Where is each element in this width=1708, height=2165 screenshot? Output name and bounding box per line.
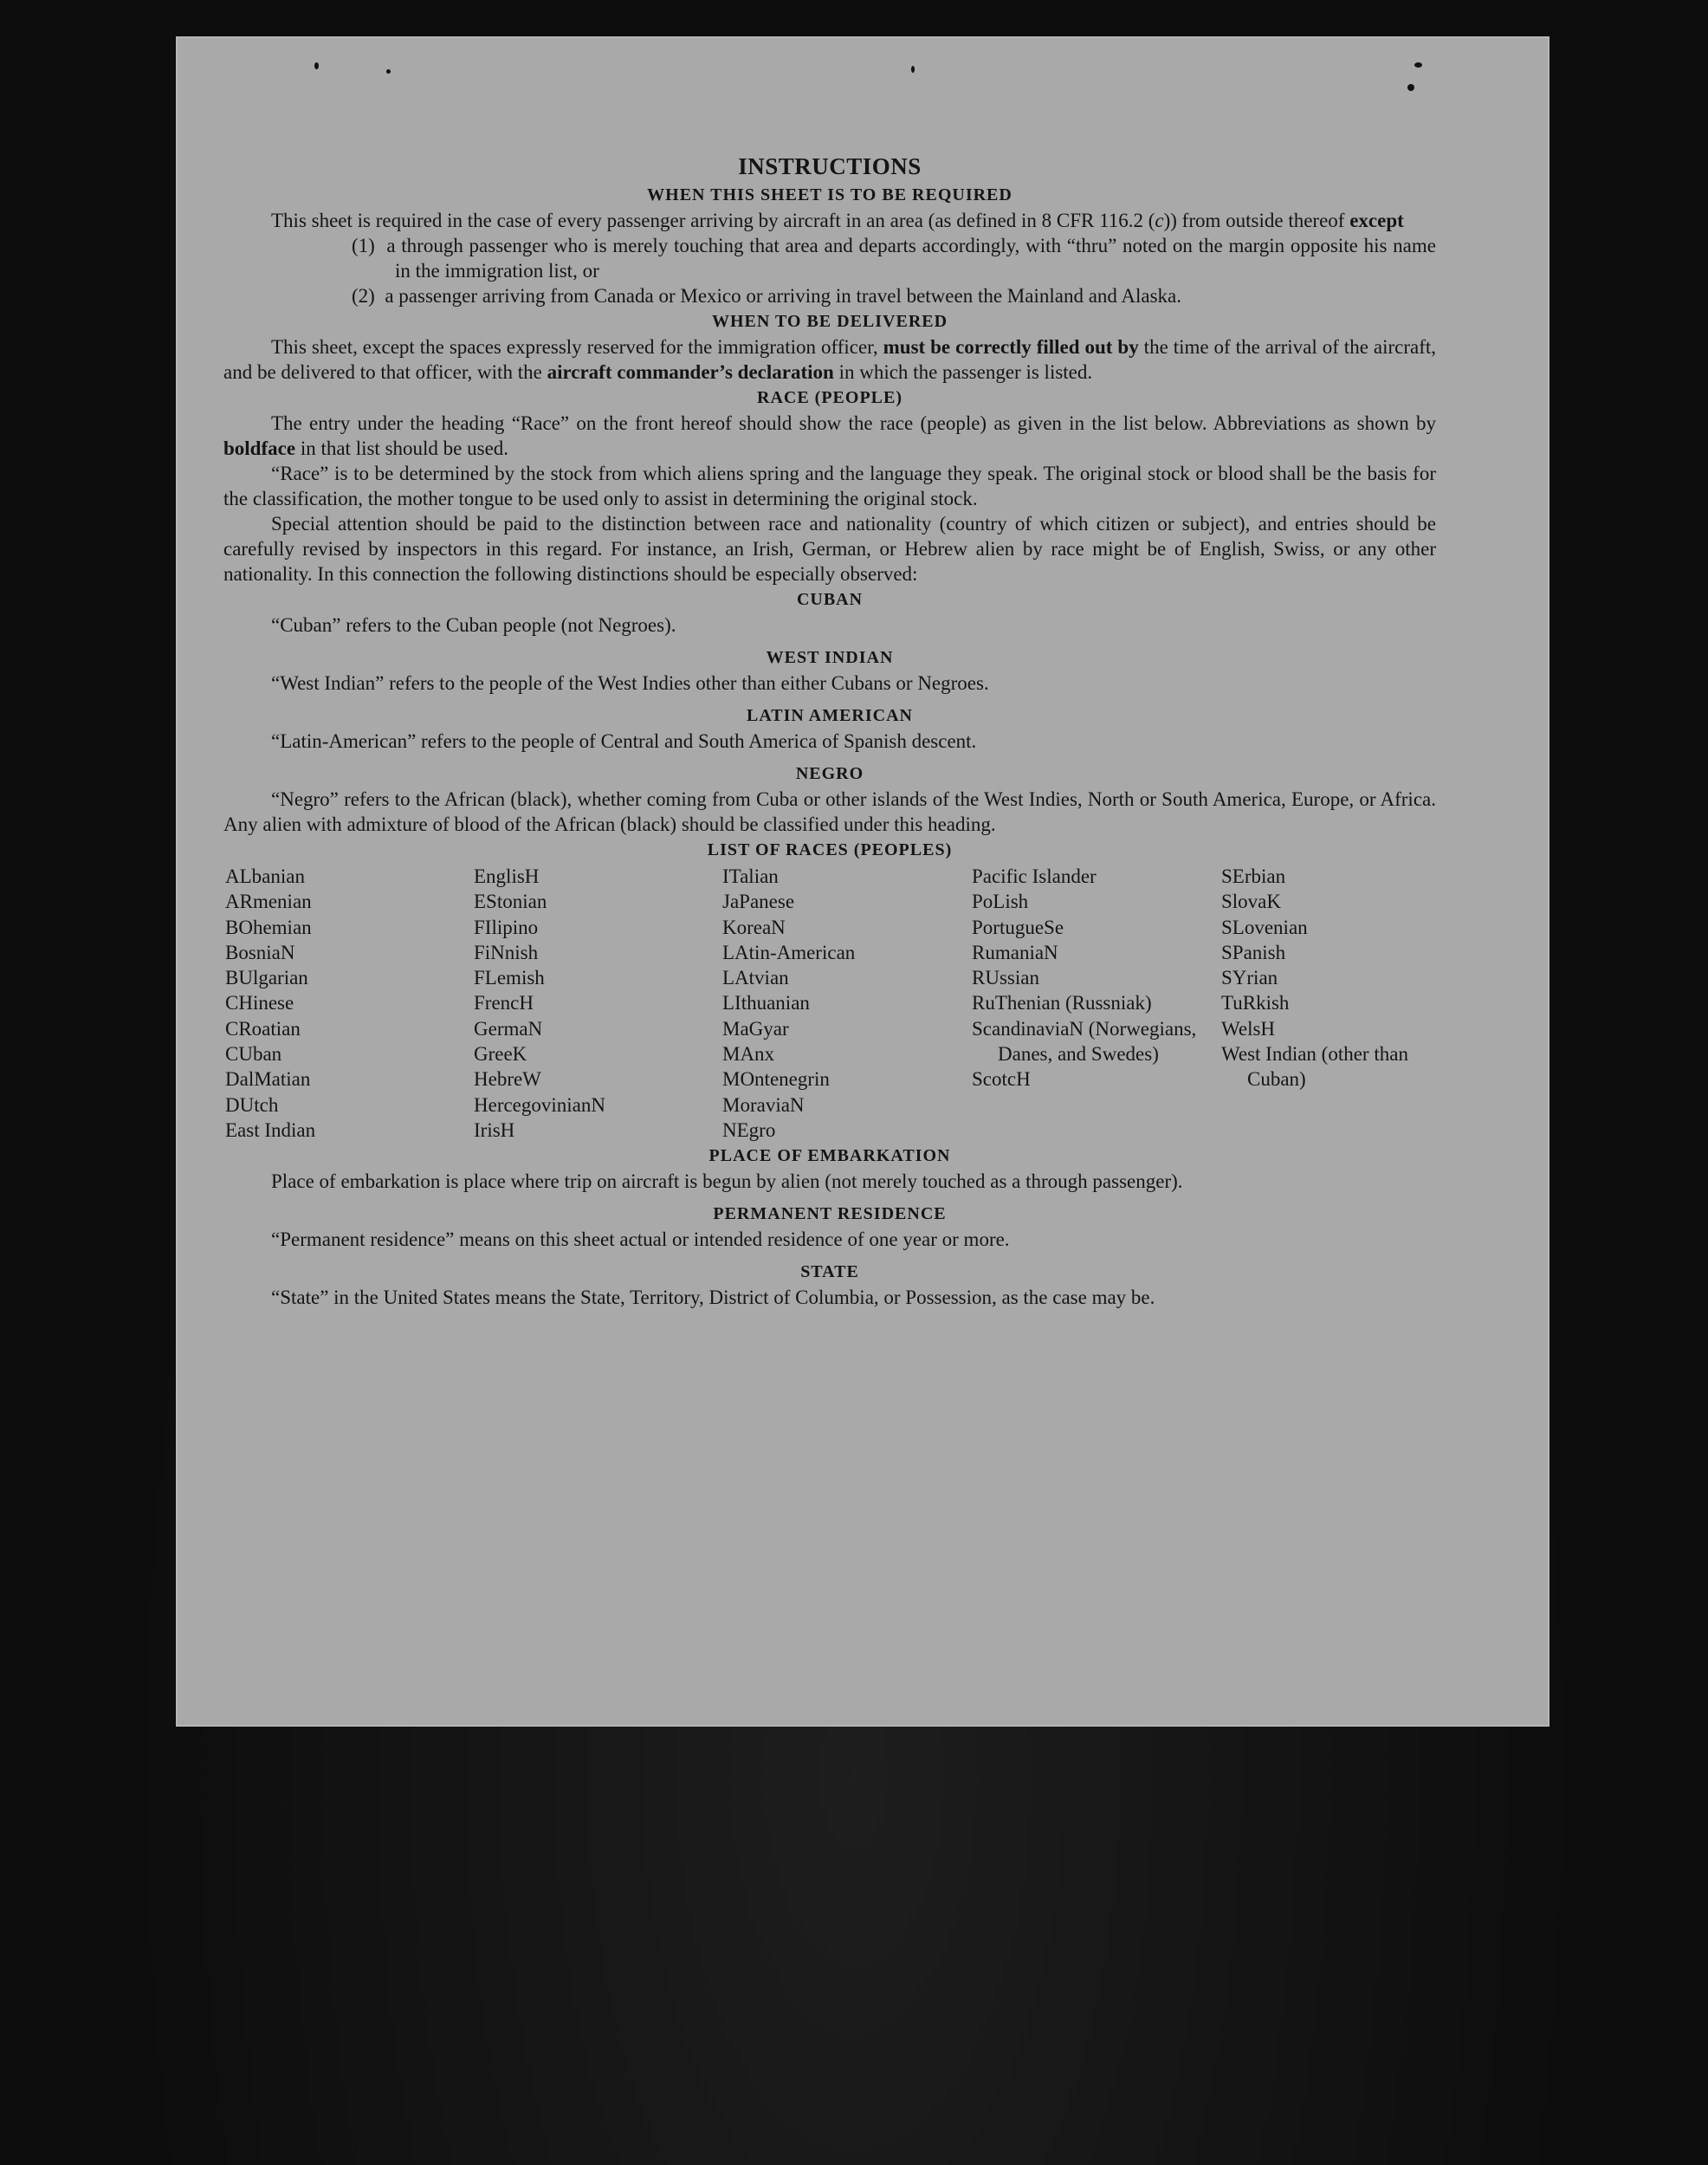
heading-state: STATE xyxy=(800,1262,859,1282)
ink-speck xyxy=(314,62,319,69)
heading-cuban: CUBAN xyxy=(796,590,864,609)
race-entry: KoreaN xyxy=(722,916,786,938)
race-entry: WelsH xyxy=(1221,1017,1276,1040)
exception-item-2-num: (2) xyxy=(352,285,375,307)
races-column-1 xyxy=(225,864,474,1143)
race-entry: ScotcH xyxy=(972,1068,1031,1091)
when-delivered-text xyxy=(223,334,1436,385)
race-paragraph-1 xyxy=(223,411,1436,461)
exception-item-1 xyxy=(223,233,1436,283)
ink-speck xyxy=(386,69,391,74)
race-entry: Pacific Islander xyxy=(972,865,1097,887)
cuban-text: “Cuban” refers to the Cuban people (not Negroes). xyxy=(271,614,676,636)
race-entry: East Indian xyxy=(225,1118,316,1141)
race-entry: MaGyar xyxy=(722,1017,789,1040)
race-entry: SErbian xyxy=(1221,865,1286,887)
race-entry: BosniaN xyxy=(225,941,295,963)
race-entry: EnglisH xyxy=(474,865,540,887)
race-entry: HercegovinianN xyxy=(474,1093,605,1116)
races-column-3 xyxy=(722,864,972,1143)
race-entry: ITalian xyxy=(722,865,779,887)
race-entry: MoraviaN xyxy=(722,1093,805,1116)
race-entry: DalMatian xyxy=(225,1068,311,1091)
heading-race: RACE (PEOPLE) xyxy=(757,388,903,407)
when-required-intro-b: )) from outside thereof xyxy=(1163,210,1350,231)
race-entry: DUtch xyxy=(225,1093,279,1116)
ink-speck xyxy=(911,66,915,73)
heading-when-delivered: WHEN TO BE DELIVERED xyxy=(711,312,948,331)
race-entry: BOhemian xyxy=(225,916,312,938)
place-of-embarkation-text: Place of embarkation is place where trip on aircraft is begun by alien (not merely touched as a through passenger). xyxy=(271,1170,1183,1193)
race-entry: SlovaK xyxy=(1221,891,1281,913)
heading-permanent-residence: PERMANENT RESIDENCE xyxy=(713,1204,947,1224)
latin-american-text: “Latin-American” refers to the people of Central and South America of Spanish descent. xyxy=(271,730,977,752)
races-column-2 xyxy=(474,864,722,1143)
exception-item-2 xyxy=(223,283,1436,308)
document-page xyxy=(176,36,1549,1727)
race-entry: LAtvian xyxy=(722,967,789,989)
race-entry: SPanish xyxy=(1221,941,1286,963)
race-entry: FIlipino xyxy=(474,916,539,938)
when-delivered-text-a: This sheet, except the spaces expressly reserved for the immigration officer, xyxy=(271,336,883,358)
race-entry: LAtin-American xyxy=(722,941,856,963)
when-required-except: except xyxy=(1349,210,1404,231)
race-entry: HebreW xyxy=(474,1068,541,1091)
heading-when-required: WHEN THIS SHEET IS TO BE REQUIRED xyxy=(647,185,1013,204)
when-required-intro xyxy=(223,208,1436,233)
race-paragraph-3: Special attention should be paid to the distinction between race and nationality (country of which citizen or subject), and entries should be carefully revised by inspectors in this regard. For instance, an Irish, German, or Hebrew alien by race might be of English, Swiss, or any other nationality. In this connection the following distinctions should be especially observed: xyxy=(223,513,1436,585)
permanent-residence-text: “Permanent residence” means on this sheet actual or intended residence of one year or more. xyxy=(271,1228,1010,1251)
heading-negro: NEGRO xyxy=(795,764,864,783)
when-required-intro-c: c xyxy=(1155,210,1164,231)
heading-list-of-races: LIST OF RACES (PEOPLES) xyxy=(707,840,953,859)
race-entry: RUssian xyxy=(972,967,1039,989)
when-delivered-bold-2: aircraft commander’s declaration xyxy=(547,361,834,383)
race-entry: LIthuanian xyxy=(722,992,810,1014)
race-entry: NEgro xyxy=(722,1118,776,1141)
document-title: INSTRUCTIONS xyxy=(738,153,922,179)
race-entry: GreeK xyxy=(474,1043,527,1066)
race-entry: FrencH xyxy=(474,992,534,1014)
race-paragraph-1-b: in that list should be used. xyxy=(295,438,509,459)
race-entry: JaPanese xyxy=(722,891,795,913)
race-entry: GermaN xyxy=(474,1017,543,1040)
exception-item-1-text: a through passenger who is merely touching that area and departs accordingly, with “thru” noted on the margin opposite his name in the immigration list, or xyxy=(386,235,1436,282)
when-delivered-bold-1: must be correctly filled out by xyxy=(883,336,1139,358)
race-entry: ARmenian xyxy=(225,891,312,913)
race-entry: MOntenegrin xyxy=(722,1068,830,1091)
race-entry: IrisH xyxy=(474,1118,515,1141)
exception-item-2-text: a passenger arriving from Canada or Mexico or arriving in travel between the Mainland and Alaska. xyxy=(385,285,1182,307)
race-entry: RumaniaN xyxy=(972,941,1058,963)
negro-text: “Negro” refers to the African (black), whether coming from Cuba or other islands of the West Indies, North or South America, Europe, or Africa. Any alien with admixture of blood of the African (black) should be classified under this heading. xyxy=(223,788,1436,835)
race-paragraph-2: “Race” is to be determined by the stock from which aliens spring and the language they speak. The original stock or blood shall be the basis for the classification, the mother tongue to be used only to assist in determining the original stock. xyxy=(223,463,1436,509)
race-entry: FLemish xyxy=(474,967,545,989)
west-indian-text: “West Indian” refers to the people of the West Indies other than either Cubans or Negroes. xyxy=(271,672,989,694)
race-entry: West Indian (other than Cuban) xyxy=(1221,1043,1408,1091)
heading-place-of-embarkation: PLACE OF EMBARKATION xyxy=(708,1146,951,1166)
races-column-5 xyxy=(1221,864,1438,1143)
races-list xyxy=(225,864,1436,1143)
when-delivered-text-c: in which the passenger is listed. xyxy=(833,361,1093,383)
race-entry: MAnx xyxy=(722,1043,775,1066)
race-entry: ScandinaviaN (Norwegians, Danes, and Swedes) xyxy=(972,1017,1197,1066)
when-delivered-text-b: the time of the arrival of the aircraft, and be delivered to that officer, with the xyxy=(223,336,1436,383)
race-paragraph-1-a: The entry under the heading “Race” on the front hereof should show the race (people) as given in the list below. Abbreviations as shown by xyxy=(271,412,1436,434)
heading-west-indian: WEST INDIAN xyxy=(766,648,894,667)
race-entry: RuThenian (Russniak) xyxy=(972,992,1152,1014)
when-required-intro-a: This sheet is required in the case of every passenger arriving by aircraft in an area (as defined in 8 CFR 116.2 ( xyxy=(271,210,1155,231)
race-entry: CHinese xyxy=(225,992,294,1014)
race-entry: PoLish xyxy=(972,891,1029,913)
heading-latin-american: LATIN AMERICAN xyxy=(747,706,913,725)
exception-item-1-num: (1) xyxy=(352,235,375,256)
race-entry: TuRkish xyxy=(1221,992,1290,1014)
race-entry: SLovenian xyxy=(1221,916,1308,938)
race-entry: ALbanian xyxy=(225,865,305,887)
race-entry: PortugueSe xyxy=(972,916,1064,938)
race-paragraph-1-bold: boldface xyxy=(223,438,296,459)
ink-speck xyxy=(1414,62,1422,68)
race-entry: CRoatian xyxy=(225,1017,301,1040)
race-entry: CUban xyxy=(225,1043,282,1066)
ink-speck xyxy=(1407,84,1414,91)
race-entry: EStonian xyxy=(474,891,547,913)
race-entry: FiNnish xyxy=(474,941,539,963)
race-entry: BUlgarian xyxy=(225,967,308,989)
race-entry: SYrian xyxy=(1221,967,1278,989)
races-column-4 xyxy=(972,864,1221,1143)
state-text: “State” in the United States means the State, Territory, District of Columbia, or Possession, as the case may be. xyxy=(271,1287,1155,1309)
